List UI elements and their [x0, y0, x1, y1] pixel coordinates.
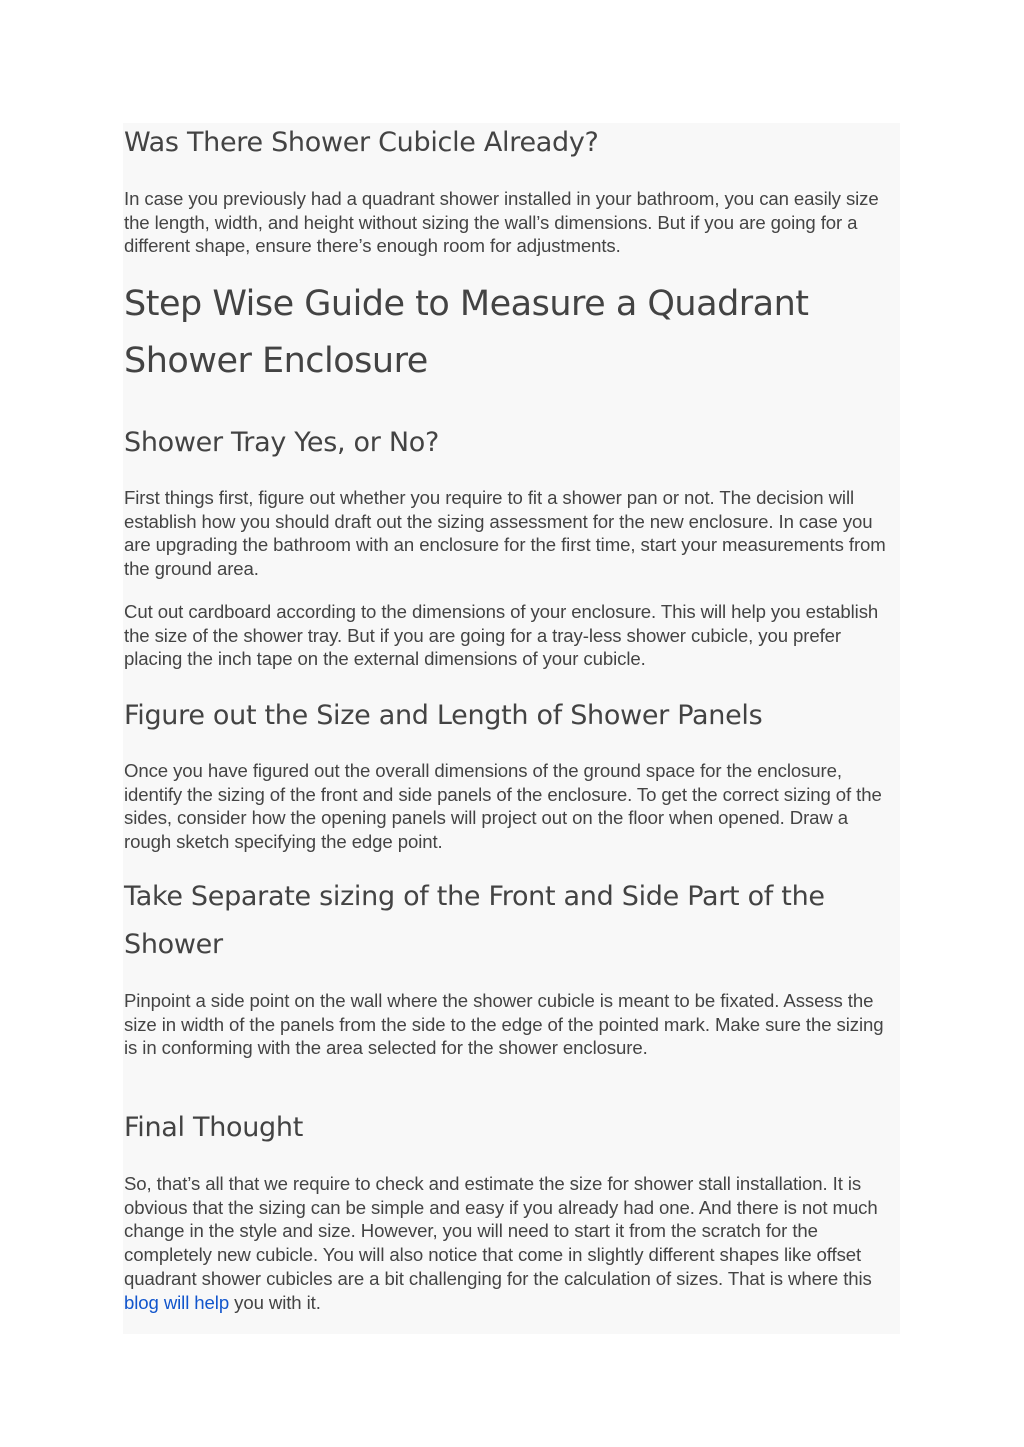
- paragraph-shower-tray-1: First things first, figure out whether you require to fit a shower pan or not. The decision will establish how you should draft out the sizing assessment for the new enclosure. In case you are upgrading the bathroom with an enclosure for the first time, start your measurements from the ground area.: [124, 487, 886, 580]
- paragraph-final-thought: [124, 1172, 900, 1314]
- heading-shower-panels: Figure out the Size and Length of Shower Panels: [124, 700, 763, 731]
- heading-shower-tray: Shower Tray Yes, or No?: [124, 427, 439, 458]
- heading-step-wise-guide: Step Wise Guide to Measure a Quadrant Shower Enclosure: [124, 284, 809, 381]
- blog-link[interactable]: blog will help: [124, 1291, 230, 1313]
- heading-final-thought: Final Thought: [124, 1112, 303, 1143]
- paragraph-shower-panels: Once you have figured out the overall dimensions of the ground space for the enclosure, identify the sizing of the front and side panels of the enclosure. To get the correct sizing of the sides, consider how the opening panels will project out on the floor when opened. Draw a rough sketch specifying the edge point.: [124, 760, 882, 853]
- paragraph-was-there: In case you previously had a quadrant shower installed in your bathroom, you can easily size the length, width, and height without sizing the wall’s dimensions. But if you are going for a different shape, ensure there’s enough room for adjustments.: [124, 188, 879, 257]
- paragraph-shower-tray-2: Cut out cardboard according to the dimensions of your enclosure. This will help you establish the size of the shower tray. But if you are going for a tray-less shower cubicle, you prefer placing the inch tape on the external dimensions of your cubicle.: [124, 601, 879, 670]
- heading-was-there-shower-cubicle: Was There Shower Cubicle Already?: [124, 127, 599, 158]
- final-text-after-link: you with it.: [229, 1291, 321, 1313]
- final-text-before-link: So, that’s all that we require to check and estimate the size for shower stall installation. It is obvious that the sizing can be simple and easy if you already had one. And there is not much change in the style and size. However, you will need to start it from the scratch for the completely new cubicle. You will also notice that come in slightly different shapes like offset quadrant shower cubicles are a bit challenging for the calculation of sizes. That is where this: [124, 1173, 878, 1289]
- heading-separate-sizing: Take Separate sizing of the Front and Side Part of the Shower: [124, 881, 825, 960]
- paragraph-separate-sizing: Pinpoint a side point on the wall where the shower cubicle is meant to be fixated. Assess the size in width of the panels from the side to the edge of the pointed mark. Make sure the sizing is in conforming with the area selected for the shower enclosure.: [124, 990, 884, 1059]
